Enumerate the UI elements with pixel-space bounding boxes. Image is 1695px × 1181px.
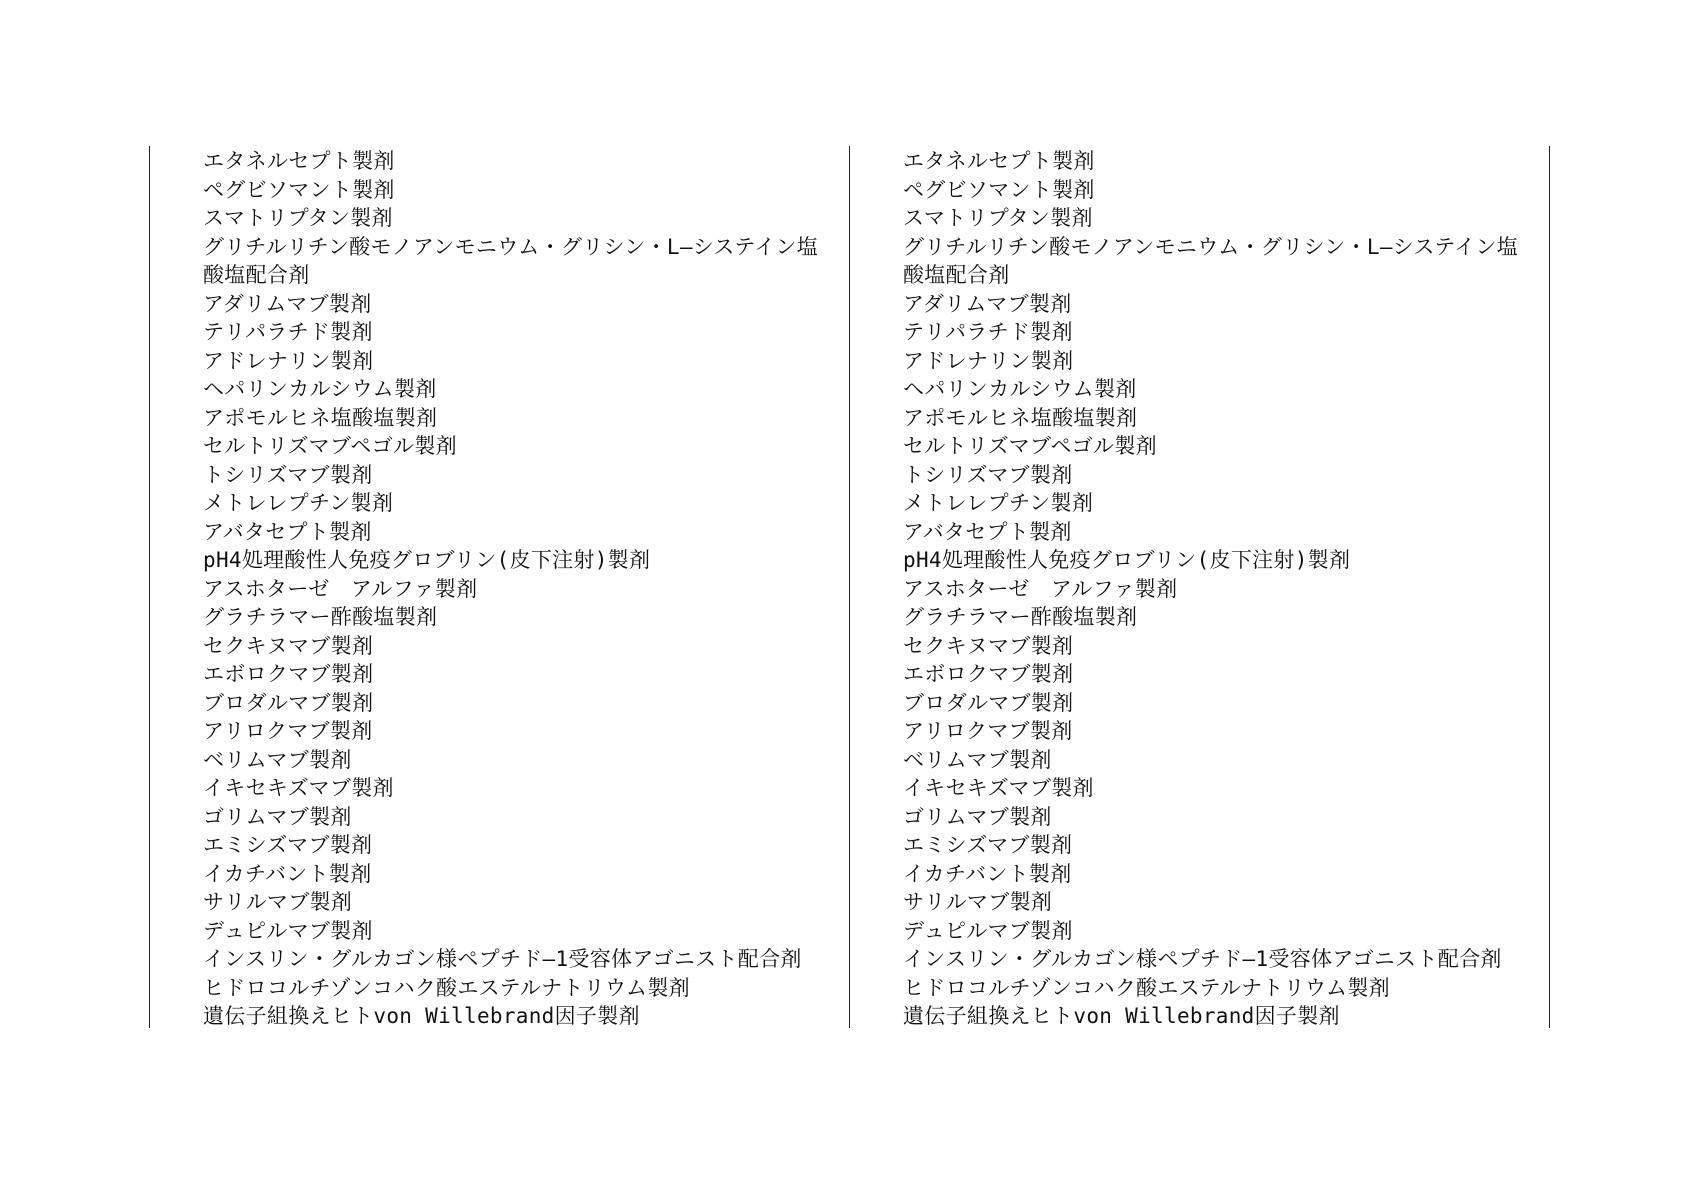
- list-item: ヘパリンカルシウム製剤: [903, 377, 1137, 401]
- list-item: エミシズマブ製剤: [903, 833, 1073, 857]
- list-item: アポモルヒネ塩酸塩製剤: [903, 405, 1138, 430]
- left-border-line: [149, 146, 150, 1028]
- left-column: [203, 147, 818, 1031]
- list-item: グラチラマー酢酸塩製剤: [903, 605, 1138, 629]
- list-item: セルトリズマブペゴル製剤: [203, 434, 457, 458]
- list-item: ヘパリンカルシウム製剤: [203, 377, 437, 401]
- list-item: トシリズマブ製剤: [903, 462, 1073, 487]
- list-item: メトレレプチン製剤: [903, 491, 1094, 515]
- list-item: テリパラチド製剤: [203, 320, 373, 344]
- list-item: 遺伝子組換えヒトvon Willebrand因子製剤: [903, 1004, 1340, 1028]
- list-item: アリロクマブ製剤: [203, 719, 373, 743]
- list-item: 遺伝子組換えヒトvon Willebrand因子製剤: [203, 1004, 640, 1028]
- list-item: イカチバント製剤: [203, 861, 372, 886]
- list-item: ゴリムマブ製剤: [203, 804, 352, 829]
- list-item: グリチルリチン酸モノアンモニウム・グリシン・L―システイン塩: [203, 234, 819, 259]
- list-item: スマトリプタン製剤: [903, 206, 1093, 230]
- list-item: デュピルマブ製剤: [903, 918, 1073, 943]
- list-item: グラチラマー酢酸塩製剤: [203, 605, 438, 629]
- list-item: ベリムマブ製剤: [203, 747, 352, 772]
- list-item: アダリムマブ製剤: [203, 291, 372, 316]
- list-item: アドレナリン製剤: [903, 348, 1074, 373]
- list-item: ゴリムマブ製剤: [903, 804, 1052, 829]
- list-item: pH4処理酸性人免疫グロブリン(皮下注射)製剤: [203, 548, 651, 572]
- list-item: ブロダルマブ製剤: [903, 690, 1074, 715]
- list-item: エボロクマブ製剤: [203, 662, 374, 686]
- list-item: アバタセプト製剤: [203, 519, 372, 544]
- list-item: pH4処理酸性人免疫グロブリン(皮下注射)製剤: [903, 548, 1351, 572]
- list-item: グリチルリチン酸モノアンモニウム・グリシン・L―システイン塩: [903, 234, 1519, 259]
- list-item: インスリン・グルカゴン様ペプチド―1受容体アゴニスト配合剤: [203, 947, 802, 971]
- list-item: ブロダルマブ製剤: [203, 690, 374, 715]
- list-item: セルトリズマブペゴル製剤: [903, 434, 1157, 458]
- list-item: アスホターゼ アルファ製剤: [203, 576, 478, 601]
- list-item: ヒドロコルチゾンコハク酸エステルナトリウム製剤: [203, 975, 690, 1000]
- list-item: トシリズマブ製剤: [203, 462, 373, 487]
- list-item: アバタセプト製剤: [903, 519, 1072, 544]
- list-item: イカチバント製剤: [903, 861, 1072, 886]
- right-border-line: [1549, 146, 1550, 1028]
- list-item: ペグビソマント製剤: [903, 177, 1095, 202]
- list-item: テリパラチド製剤: [903, 320, 1073, 344]
- list-item: サリルマブ製剤: [203, 890, 353, 914]
- list-item: イキセキズマブ製剤: [903, 776, 1094, 800]
- list-item: サリルマブ製剤: [903, 890, 1053, 914]
- list-item: ペグビソマント製剤: [203, 177, 395, 202]
- right-column: [903, 147, 1518, 1031]
- list-item: アスホターゼ アルファ製剤: [903, 576, 1178, 601]
- list-item: デュピルマブ製剤: [203, 918, 373, 943]
- list-item: エタネルセプト製剤: [203, 149, 395, 173]
- list-item: エボロクマブ製剤: [903, 662, 1074, 686]
- list-item: セクキヌマブ製剤: [903, 633, 1074, 658]
- list-item: インスリン・グルカゴン様ペプチド―1受容体アゴニスト配合剤: [903, 947, 1502, 971]
- list-item: エタネルセプト製剤: [903, 149, 1095, 173]
- list-item: 酸塩配合剤: [203, 263, 310, 287]
- center-divider-line: [849, 146, 850, 1028]
- list-item: 酸塩配合剤: [903, 263, 1010, 287]
- list-item: アリロクマブ製剤: [903, 719, 1073, 743]
- list-item: アドレナリン製剤: [203, 348, 374, 373]
- list-item: ヒドロコルチゾンコハク酸エステルナトリウム製剤: [903, 975, 1390, 1000]
- list-item: アダリムマブ製剤: [903, 291, 1072, 316]
- list-item: スマトリプタン製剤: [203, 206, 393, 230]
- list-item: イキセキズマブ製剤: [203, 776, 394, 800]
- list-item: セクキヌマブ製剤: [203, 633, 374, 658]
- list-item: ベリムマブ製剤: [903, 747, 1052, 772]
- list-item: メトレレプチン製剤: [203, 491, 394, 515]
- list-item: エミシズマブ製剤: [203, 833, 373, 857]
- list-item: アポモルヒネ塩酸塩製剤: [203, 405, 438, 430]
